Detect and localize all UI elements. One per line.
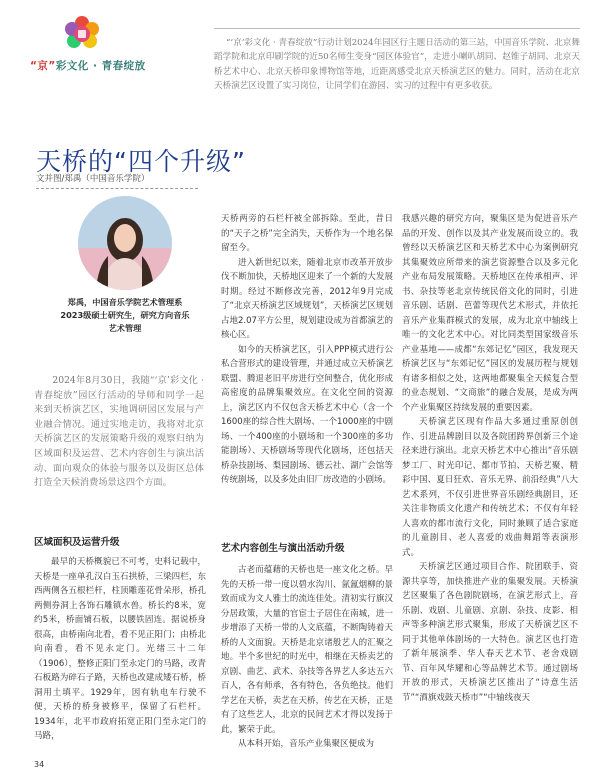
body-column-3 — [221, 563, 393, 752]
portrait-caption: 郑禹，中国音乐学院艺术管理系2023级硕士研究生，研究方向音乐艺术管理 — [60, 297, 190, 333]
brand-jing: 京 — [37, 60, 49, 72]
section-heading-content: 艺术内容创生与演出活动升级 — [221, 543, 345, 554]
body-paragraph: 如今的天桥演艺区，引入PPP模式进行公私合营形式的建设管理，并通过成立天桥演艺联盟、腾退老旧平房进行空间整合，优化形成高密度的品牌集聚效应。在文化空间的资源上，演艺区内不仅包含天桥艺术中心（含一个1600座的综合性大剧场、一个1000座的中剧场、一个400座的小剧场和一个300座的多功能剧场）、天桥剧场等现代化剧场，还包括天桥杂技剧场、梨园剧场、德云社、湖广会馆等传统剧场，以及多处由旧厂房改造的小剧场。 — [221, 344, 393, 485]
brand-rest: 彩文化 · 青春绽放 — [55, 60, 146, 72]
body-column-1 — [34, 555, 206, 744]
intro-paragraph — [214, 36, 580, 93]
body-paragraph: 我感兴趣的研究方向，聚集区是为促进音乐产品的开发、创作以及其产业发展而设立的。我曾经以天桥演艺区和天桥艺术中心为案例研究其集聚效应所带来的演艺资源整合以及多元化产业布局发展策略。天桥地区在传承相声、评书、杂技等老北京传统民俗文化的同时，引进音乐剧、话剧、芭蕾等现代艺术形式，并依托音乐产业集群模式的发展，成为北京中轴线上唯一的文化艺术中心。对比同类型国家级音乐产业基地——成都“东郊记忆”园区，我发现天桥演艺区与“东郊记忆”园区的发展历程与规划有诸多相似之处，这两地都聚集全天候复合型的业态规划、“文商旅”的融合发展，是成为两个产业集聚区持续发展的重要因素。 — [402, 214, 578, 413]
body-paragraph: 进入新世纪以来，随着北京市改革开放步伐不断加快，天桥地区迎来了一个新的大发展时期。经过不断修改完善，2012年9月完成了“北京天桥演艺区域规划”，天桥演艺区规划占地2.07平方公里，规划建设成为首都演艺的核心区。 — [221, 257, 393, 340]
body-paragraph: 天桥演艺区现有作品大多通过重原创创作、引进品牌剧目以及各院团跨界创新三个途径来进行演出。北京天桥艺术中心推出“音乐剧梦工厂、时光印记、都市节拍、天桥艺聚、精彩中国、夏日狂欢、音乐无界、前沿经典”八大艺术系列，不仅引进世界音乐剧经典剧目，还关注非物质文化遗产和传统艺术；不仅有年轻人喜欢的都市流行文化，同时兼顾了适合家庭的儿童剧目、老人喜爱的戏曲舞蹈等表演形式。 — [402, 417, 578, 558]
byline: 文并图/郑禹（中国音乐学院） — [36, 174, 150, 184]
body-paragraph: 最早的天桥概貌已不可考，史料记载中，天桥是一座单孔汉白玉石拱桥，三梁四栏，东西两侧各五根栏杆，柱顶雕莲花骨朵形，桥孔两侧券洞上各饰石雕镇水兽。桥长约8米，宽约5米，桥面铺石板，以腰铁固连。据说桥身很高，由桥南向北看，看不见正阳门；由桥北向南看，看不见永定门。光绪三十二年（1906），整修正阳门至永定门的马路，改青石板路为碎石子路，天桥也改建成矮石桥，桥洞用土填平。1929年，因有轨电车行驶不便，天桥的桥身被修平，保留了石栏杆。1934年，北平市政府拓宽正阳门至永定门的马路， — [34, 557, 206, 741]
brand-quote-open: “ — [30, 60, 38, 72]
intro-text: “‘京’彩文化 · 青春绽放”行动计划2024年园区行主题日活动的第三站，中国音乐学院、北京舞蹈学院和北京印刷学院的近50名师生变身“园区体验官”，走进小喇叭胡同、赵锥子胡同、北京天桥艺术中心、北京天桥印象博物馆等地，近距离感受北京天桥演艺区的魅力。同时，活动在北京天桥演艺区设置了实习岗位，让同学们在游园、实习的过程中有更多收获。 — [214, 38, 580, 91]
brand-quote-close: ” — [48, 60, 56, 72]
author-portrait — [78, 196, 172, 290]
page-number: 34 — [34, 760, 45, 769]
column-brand — [30, 58, 146, 73]
body-paragraph: 古老而蕴藉的天桥也是一座文化之桥。早先的天桥一带一度以碧水沟川、氤氲烟柳的景致而成为文人雅士的流连佳处。清初实行旗汉分居政策，大量的官宦士子居住在南城，进一步增添了天桥一带的人文底蕴，不断陶铸着天桥的人文面貌。天桥是北京诸般艺人的汇聚之地。半个多世纪的时光中，相继在天桥卖艺的京剧、曲艺、武术、杂技等各界艺人多达五六百人，各有师承，各有特色，各负绝技。他们学艺在天桥，卖艺在天桥，传艺在天桥，正是有了这些艺人，北京的民间艺术才得以发扬于此，繁荣于此。 — [221, 565, 393, 735]
body-column-4 — [402, 212, 578, 705]
body-paragraph: 从本科开始，音乐产业集聚区便成为 — [238, 739, 375, 749]
section-heading-area: 区域面积及运营升级 — [34, 537, 120, 548]
lead-text: 2024年8月30日，我随“‘京’彩文化 · 青春绽放”园区行活动的导师和同学一起来到天桥演艺区，实地调研园区发展与产业融合情况。通过实地走访，我将对北京天桥演艺区的发展策略升级的观察归纳为区域面积及运营、艺术内容创生与演出活动、面向观众的体验与服务以及街区总体打造全天候消费场景这四个方面。 — [34, 375, 204, 489]
lead-paragraph — [34, 374, 204, 491]
byline-divider — [36, 188, 198, 189]
header-rule — [214, 28, 580, 29]
logo-flower-icon — [62, 14, 102, 54]
article-title: 天桥的“四个升级” — [36, 147, 246, 176]
body-column-2 — [221, 212, 393, 488]
body-paragraph: 天桥两旁的石栏杆被全部拆除。至此，昔日的“天子之桥”完全消失，天桥作为一个地名保留至今。 — [221, 214, 393, 253]
body-paragraph: 天桥演艺区通过项目合作、院团联手、资源共享等，加快推进产业的集聚发展。天桥演艺区聚集了各色剧院剧场，在演艺形式上，音乐剧、戏剧、儿童剧、京剧、杂技、皮影、相声等多种演艺形式聚集，形成了天桥演艺区不同于其他单体剧场的一大特色。演艺区也打造了新年展演季、华人春天艺术节、老舍戏剧节、百年风华耀和心等品牌艺术节。通过剧场开放的形式，天桥演艺区推出了“诗意生活节”“酒旗戏鼓天桥市”“中轴线夜天 — [402, 562, 578, 703]
